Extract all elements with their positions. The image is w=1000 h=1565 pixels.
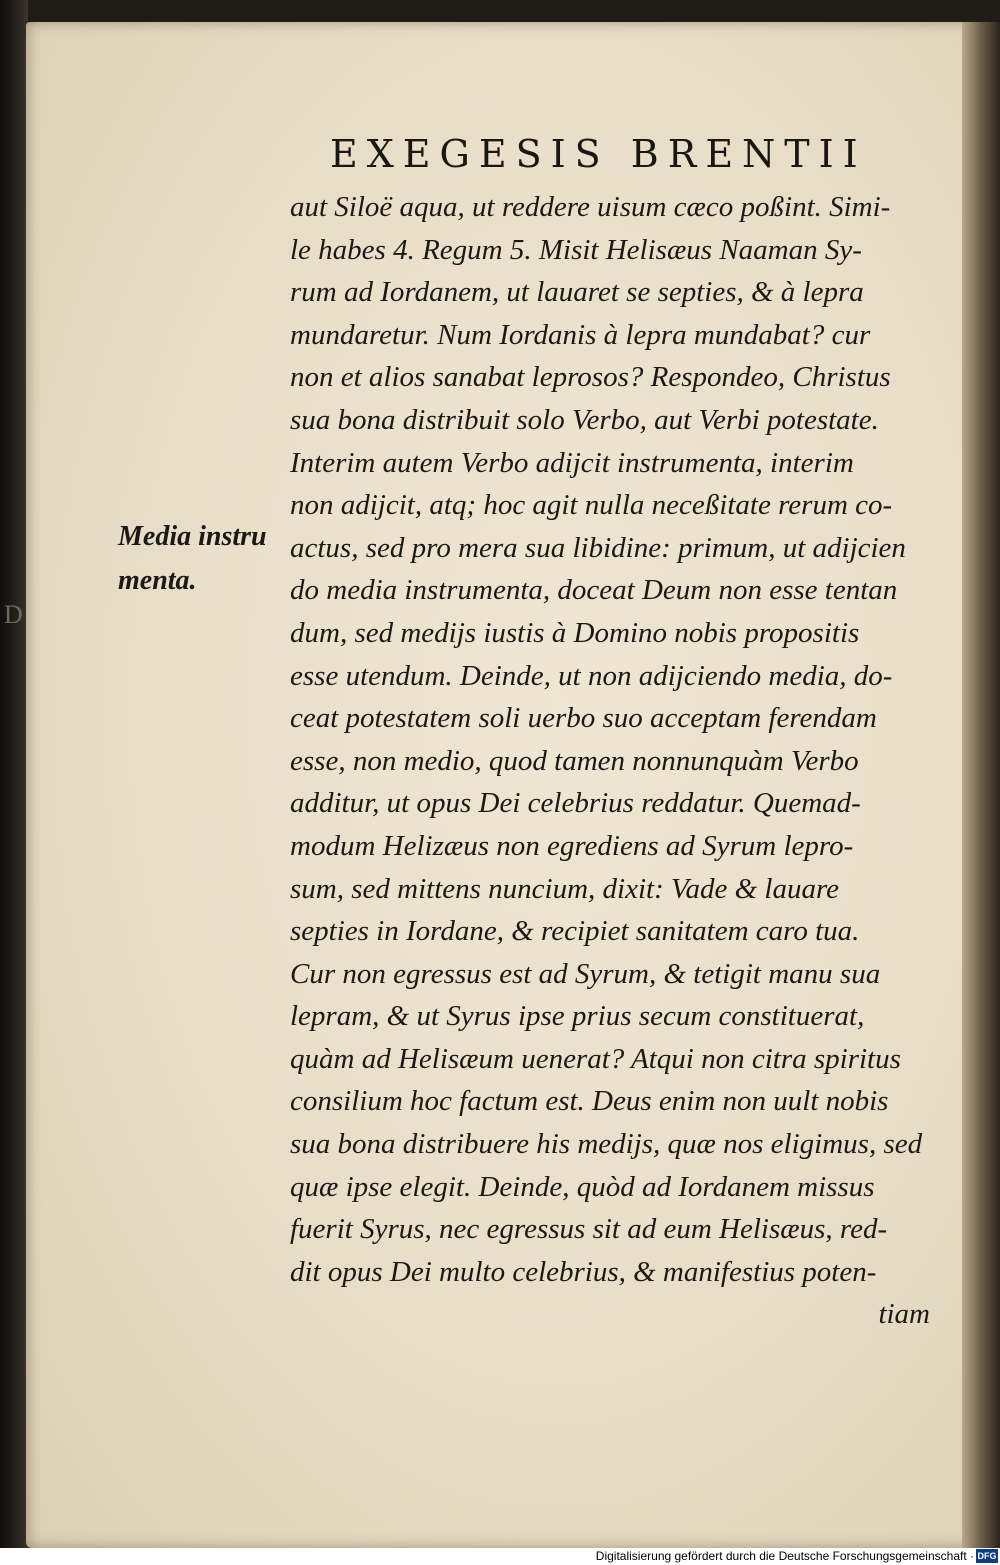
text-line: septies in Iordane, & recipiet sanitatem caro tua. [290,915,860,948]
marginal-note [118,515,288,603]
text-line: sum, sed mittens nuncium, dixit: Vade & lauare [290,872,840,905]
running-header: EXEGESIS BRENTII [330,132,867,176]
text-line: esse utendum. Deinde, ut non adijciendo media, do- [290,659,893,692]
text-line: lepram, & ut Syrus ipse prius secum constituerat, [290,1000,865,1033]
text-line: rum ad Iordanem, ut lauaret se septies, & à lepra [290,276,864,309]
text-line: modum Helizæus non egrediens ad Syrum lepro- [290,829,854,862]
text-line: quàm ad Helisæum uenerat? Atqui non citra spiritus [290,1042,901,1075]
text-line: aut Siloë aqua, ut reddere uisum cæco poßint. Simi- [290,191,891,223]
text-line: actus, sed pro mera sua libidine: primum, ut adijcien [290,531,906,564]
footer-credit: Digitalisierung gefördert durch die Deutsche Forschungsgemeinschaft · [595,1549,974,1563]
digitization-footer [0,1548,1000,1565]
page-fore-edge [962,22,1000,1548]
marginal-note-line: Media instru [118,521,267,552]
text-line: Interim autem Verbo adijcit instrumenta, interim [290,446,854,479]
text-line: non et alios sanabat leprosos? Respondeo, Christus [290,361,891,394]
text-line: do media instrumenta, doceat Deum non esse tentan [290,574,898,607]
text-line: ceat potestatem soli uerbo suo acceptam ferendam [290,702,877,735]
marginal-note-line: menta. [118,565,197,596]
text-line: consilium hoc factum est. Deus enim non uult nobis [290,1085,889,1118]
text-line: additur, ut opus Dei celebrius reddatur. Quemad- [290,787,861,820]
text-line: fuerit Syrus, nec egressus sit ad eum Helisæus, red- [290,1213,888,1246]
text-line: Cur non egressus est ad Syrum, & tetigit manu sua [290,957,881,990]
spine-mark: D [4,600,23,629]
text-line: dum, sed medijs iustis à Domino nobis propositis [290,616,860,649]
text-line: mundaretur. Num Iordanis à lepra mundabat? cur [290,318,871,351]
book-spine-edge [0,0,28,1548]
text-line: quæ ipse elegit. Deinde, quòd ad Iordanem missus [290,1170,875,1203]
catchword: tiam [878,1298,930,1331]
text-line: sua bona distribuit solo Verbo, aut Verbi potestate. [290,403,879,436]
body-text [290,186,930,1336]
text-line: sua bona distribuere his medijs, quæ nos eligimus, sed [290,1128,923,1161]
dfg-logo: DFG [977,1551,997,1561]
text-line: esse, non medio, quod tamen nonnunquàm Verbo [290,744,859,777]
text-line: dit opus Dei multo celebrius, & manifestius poten- [290,1255,877,1288]
text-line: non adijcit, atq; hoc agit nulla neceßitate rerum co- [290,489,893,522]
text-line: le habes 4. Regum 5. Misit Helisæus Naaman Sy- [290,233,862,266]
